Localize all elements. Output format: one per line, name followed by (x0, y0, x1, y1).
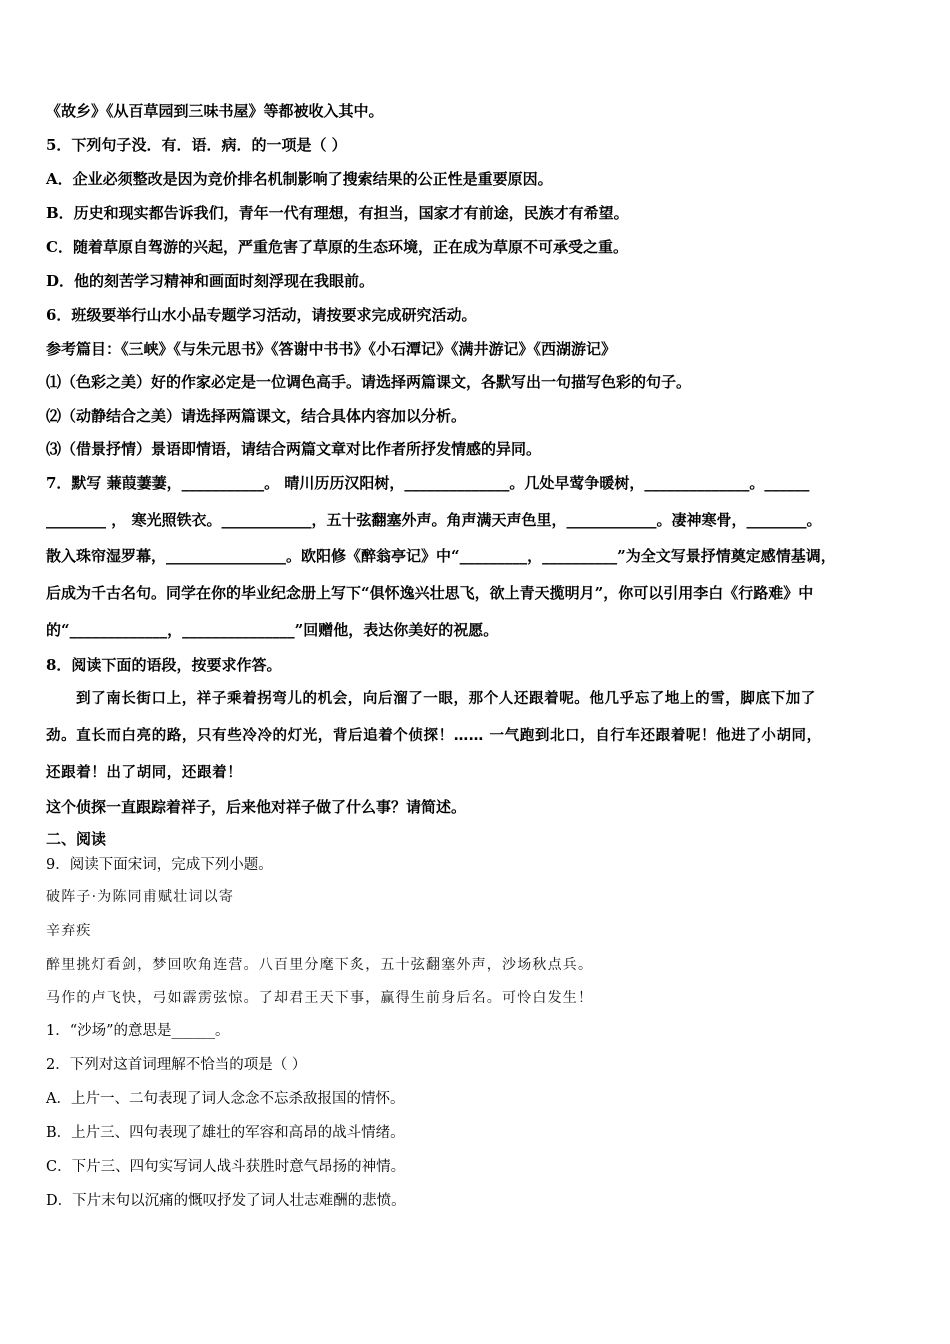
q9-sub2-stem: 2．下列对这首词理解不恰当的项是（ ） (46, 1057, 307, 1073)
q5-option-c: C．随着草原自驾游的兴起，严重危害了草原的生态环境，正在成为草原不可承受之重。 (46, 238, 628, 256)
q7-line-5: 的“_____________，_______________”回赠他，表达你美好的祝愿。 (46, 621, 499, 639)
q6-reference-titles: 参考篇目：《三峡》《与朱元思书》《答谢中书书》《小石潭记》《满井游记》《西湖游记》 (46, 340, 617, 358)
q7-line-1: 7．默写 蒹葭萋萋，___________。 晴川历历汉阳树，______________。几处早莺争暖树，______________。______ (46, 474, 810, 492)
q8-stem: 8．阅读下面的语段，按要求作答。 (46, 656, 282, 674)
poem-line-2: 马作的卢飞快，弓如霹雳弦惊。了却君王天下事，赢得生前身后名。可怜白发生！ (46, 990, 594, 1006)
q9-sub2-option-d: D．下片末句以沉痛的慨叹抒发了词人壮志难酬的悲愤。 (46, 1193, 406, 1209)
section-heading-reading: 二、阅读 (46, 830, 107, 848)
q8-question: 这个侦探一直跟踪着祥子，后来他对祥子做了什么事？请简述。 (46, 798, 467, 816)
q5-option-d: D．他的刻苦学习精神和画面时刻浮现在我眼前。 (46, 272, 375, 290)
q8-passage-line-2: 劲。直长而白亮的路，只有些冷冷的灯光，背后追着个侦探！…… 一气跑到北口，自行车还跟着呢！他进了小胡同， (46, 728, 822, 744)
q8-passage-line-1: 到了南长街口上，祥子乘着拐弯儿的机会，向后溜了一眼，那个人还跟着呢。他几乎忘了地上的雪，脚底下加了 (76, 691, 816, 707)
poem-title: 破阵子·为陈同甫赋壮词以寄 (46, 889, 235, 905)
q9-sub2-option-c: C．下片三、四句实写词人战斗获胜时意气昂扬的神情。 (46, 1159, 406, 1175)
q9-stem: 9．阅读下面宋词，完成下列小题。 (46, 857, 273, 873)
q5-option-a: A．企业必须整改是因为竞价排名机制影响了搜索结果的公正性是重要原因。 (46, 170, 553, 188)
q7-line-4: 后成为千古名句。同学在你的毕业纪念册上写下“俱怀逸兴壮思飞，欲上青天揽明月”，你可以引用李白《行路难》中 (46, 584, 814, 602)
q7-line-3: 散入珠帘湿罗幕，________________。欧阳修《醉翁亭记》中“_________，__________”为全文写景抒情奠定感情基调， (46, 547, 836, 565)
poem-line-1: 醉里挑灯看剑，梦回吹角连营。八百里分麾下炙，五十弦翻塞外声，沙场秋点兵。 (46, 957, 594, 973)
q5-stem: 5．下列句子没．有．语．病．的一项是（ ） (46, 136, 347, 154)
q6-sub2: ⑵（动静结合之美）请选择两篇课文，结合具体内容加以分析。 (46, 407, 467, 425)
q7-line-2: ________ ， 寒光照铁衣。____________，五十弦翻塞外声。角声满天声色里，____________。凄神寒骨，________。 (46, 511, 822, 529)
q4-continuation: 《故乡》《从百草园到三味书屋》等都被收入其中。 (46, 102, 384, 120)
poem-author: 辛弃疾 (46, 923, 92, 939)
q9-sub2-option-b: B．上片三、四句表现了雄壮的军容和高昂的战斗情绪。 (46, 1125, 405, 1141)
q8-passage-line-3: 还跟着！出了胡同，还跟着！ (46, 765, 243, 781)
q5-option-b: B．历史和现实都告诉我们，青年一代有理想，有担当，国家才有前途，民族才有希望。 (46, 204, 629, 222)
q9-sub1: 1．“沙场”的意思是______。 (46, 1023, 230, 1039)
q6-stem: 6．班级要举行山水小品专题学习活动，请按要求完成研究活动。 (46, 306, 477, 324)
q9-sub2-option-a: A．上片一、二句表现了词人念念不忘杀敌报国的情怀。 (46, 1091, 405, 1107)
q6-sub3: ⑶（借景抒情）景语即情语，请结合两篇文章对比作者所抒发情感的异同。 (46, 440, 542, 458)
q6-sub1: ⑴（色彩之美）好的作家必定是一位调色高手。请选择两篇课文，各默写出一句描写色彩的句子。 (46, 373, 692, 391)
